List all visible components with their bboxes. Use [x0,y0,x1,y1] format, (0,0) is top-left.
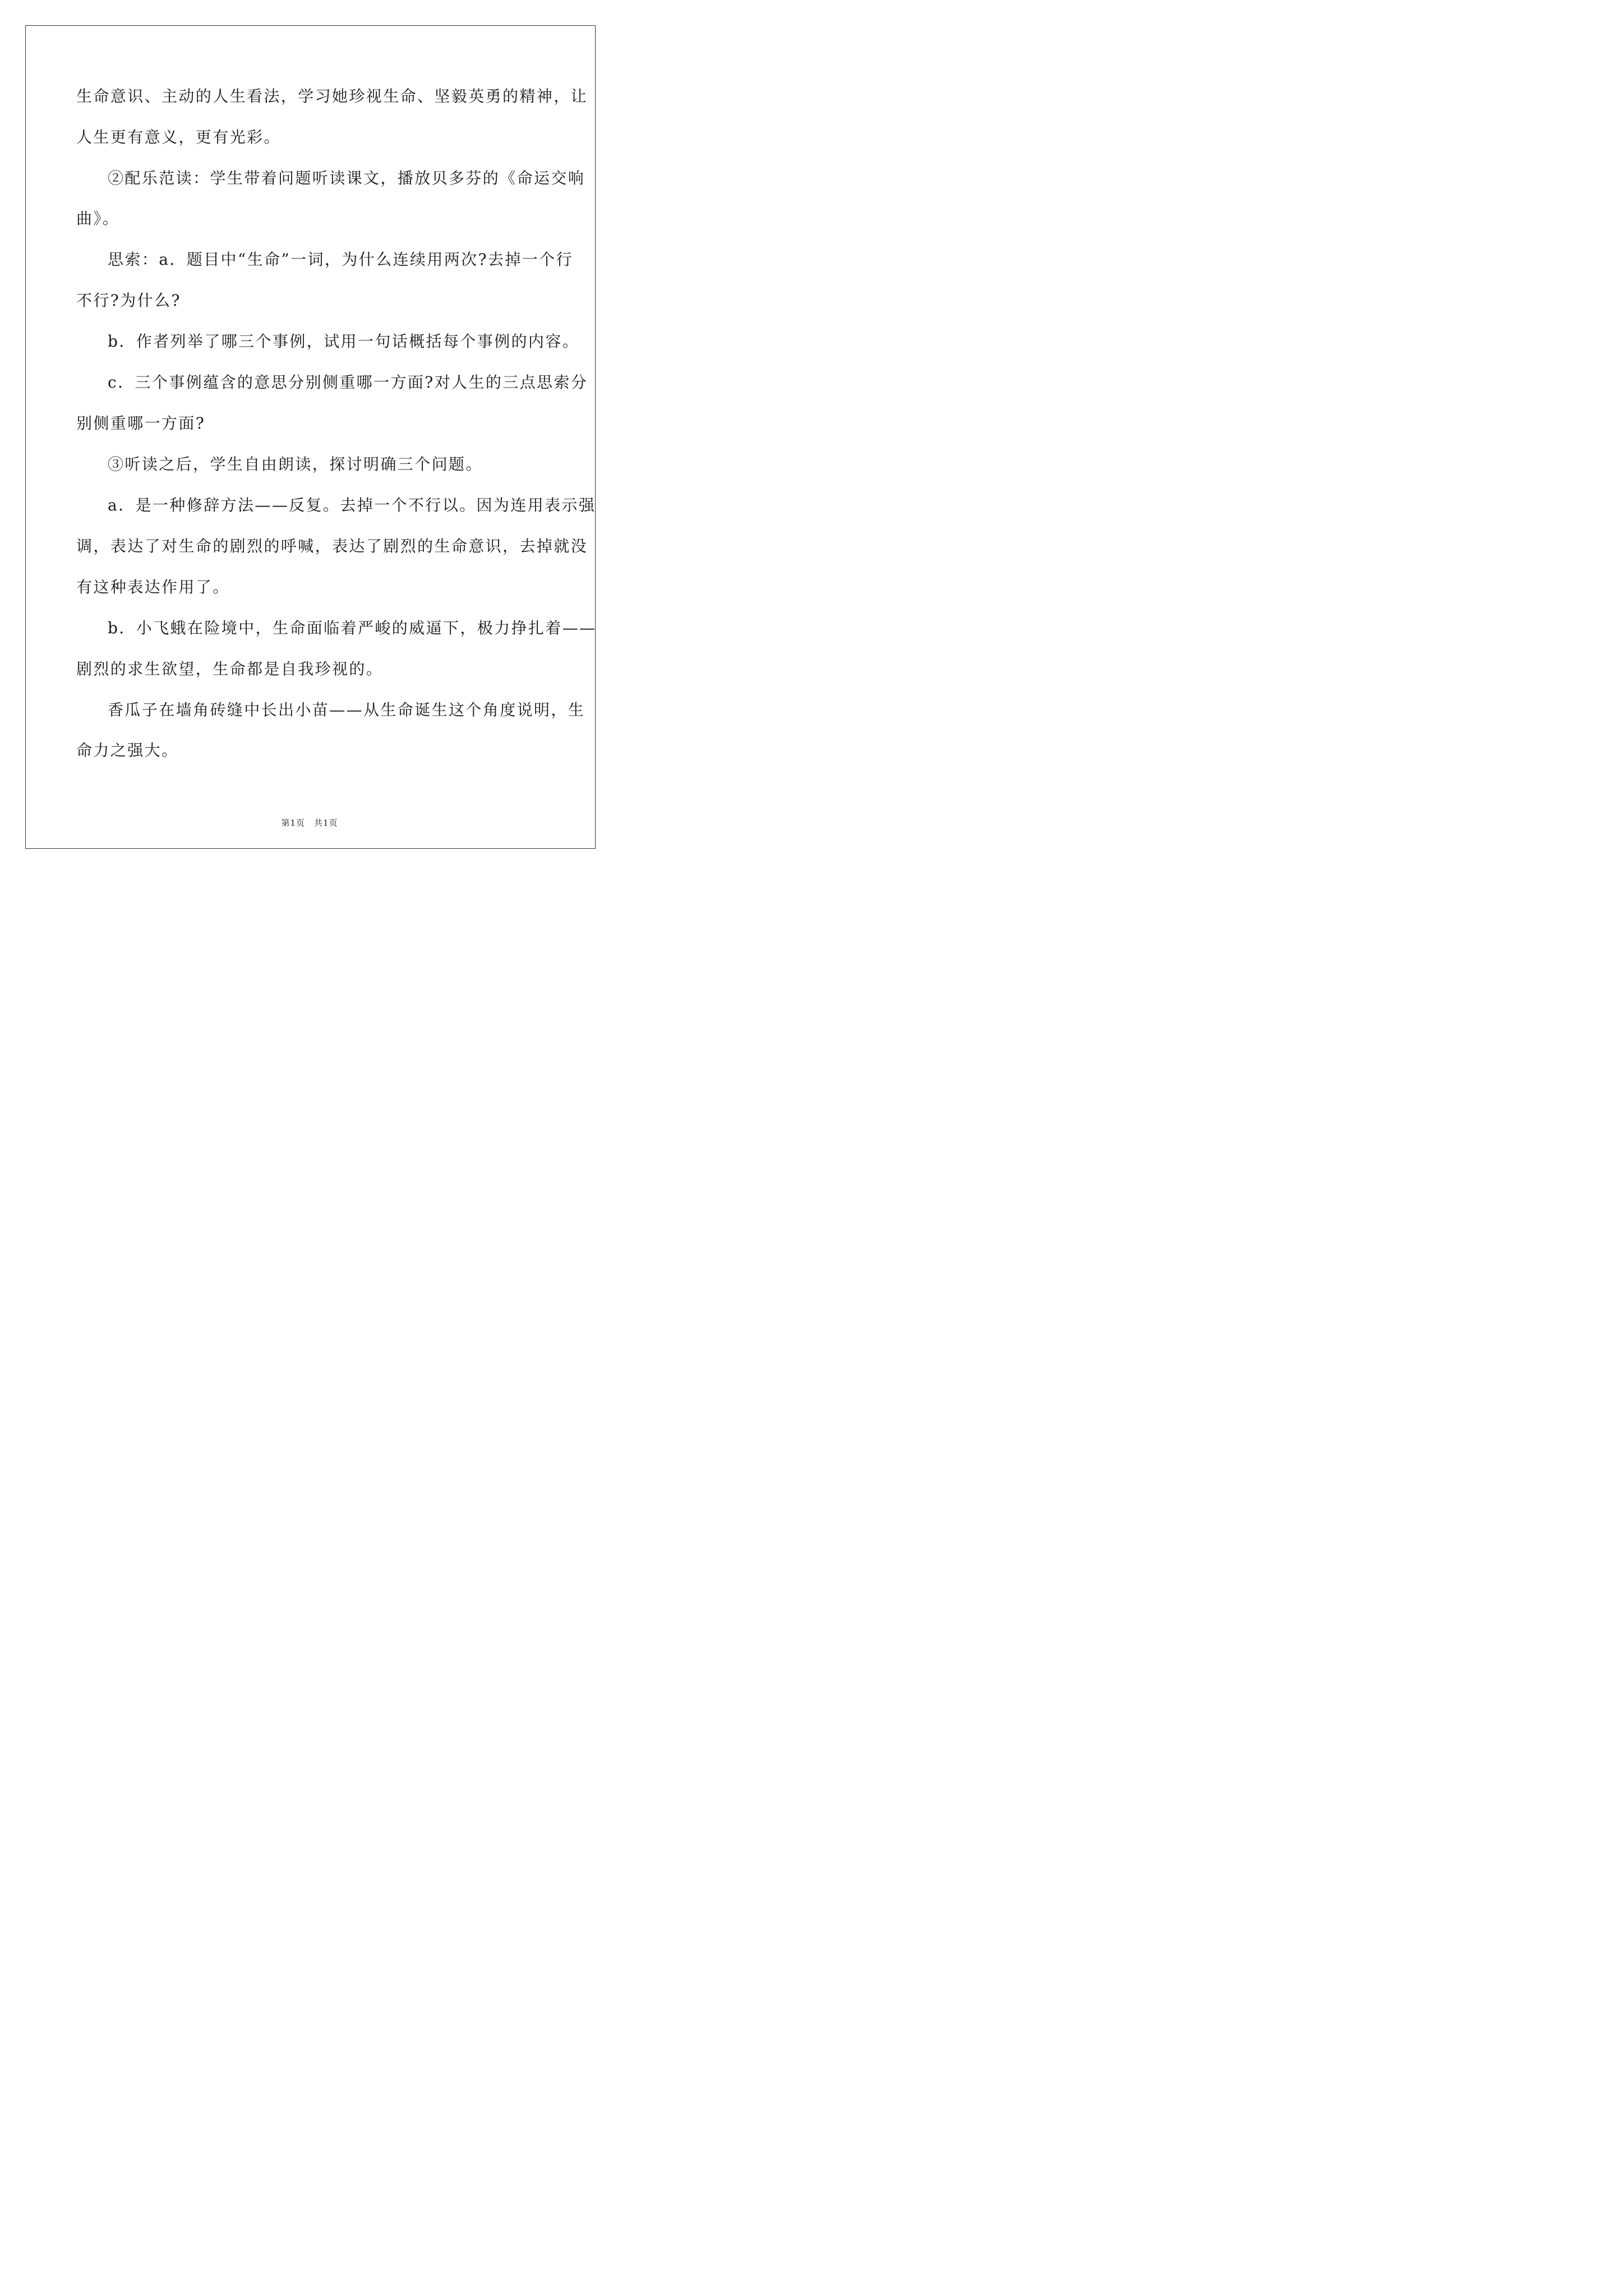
text-line: 不行?为什么? [76,291,181,310]
text-line: b．作者列举了哪三个事例，试用一句话概括每个事例的内容。 [108,332,580,351]
text-line: 调，表达了对生命的剧烈的呼喊，表达了剧烈的生命意识，去掉就没 [76,537,588,555]
page-footer: 第1页 共1页 [281,818,338,828]
text-line: 人生更有意义，更有光彩。 [76,128,281,146]
text-line: 剧烈的求生欲望，生命都是自我珍视的。 [76,660,384,678]
text-line: 生命意识、主动的人生看法，学习她珍视生命、坚毅英勇的精神，让 [76,87,588,105]
text-line: 有这种表达作用了。 [76,578,230,596]
text-line: ③听读之后，学生自由朗读，探讨明确三个问题。 [108,455,483,473]
text-line: a．是一种修辞方法——反复。去掉一个不行以。因为连用表示强 [108,496,596,514]
text-line: 曲》。 [76,209,120,228]
text-line: 思索：a．题目中“生命”一词，为什么连续用两次?去掉一个行 [108,250,573,269]
text-line: 命力之强大。 [76,741,179,760]
page-border [25,25,596,849]
text-line: ②配乐范读：学生带着问题听读课文，播放贝多芬的《命运交响 [108,169,585,187]
text-line: 香瓜子在墙角砖缝中长出小苗——从生命诞生这个角度说明，生 [108,701,585,719]
text-line: c．三个事例蕴含的意思分别侧重哪一方面?对人生的三点思索分 [108,373,588,392]
text-line: b．小飞蛾在险境中，生命面临着严峻的威逼下，极力挣扎着—— [108,619,597,637]
text-line: 别侧重哪一方面? [76,414,206,432]
